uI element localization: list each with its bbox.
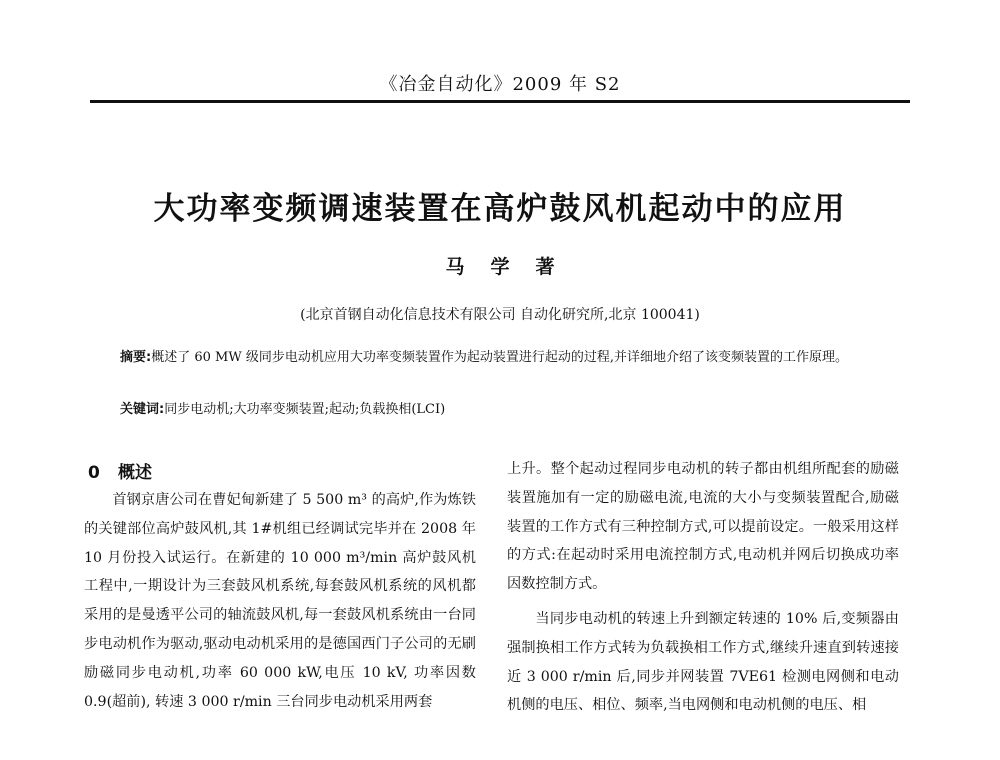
body-paragraph-left: 首钢京唐公司在曹妃甸新建了 5 500 m³ 的高炉,作为炼铁的关键部位高炉鼓风机,其 1#机组已经调试完毕并在 2008 年 10 月份投入试运行。在新建的 10 000 m³/min 高炉鼓风机工程中,一期设计为三套鼓风机系统,每套鼓风机系统的风机都采用的是曼透平公司的轴流鼓风机,每一套鼓风机系统由一台同步电动机作为驱动,驱动电动机采用的是德国西门子公司的无刷励磁同步电动机,功率 60 000 kW,电压 10 kV, 功率因数 0.9(超前), 转速 3 000 r/min 三台同步电动机采用两套: [84, 492, 476, 710]
paper-title: 大功率变频调速装置在高炉鼓风机起动中的应用: [153, 191, 847, 227]
abstract-label: 摘要:: [120, 350, 152, 365]
keywords: [120, 398, 880, 422]
header-rule: [90, 100, 910, 103]
abstract: [120, 345, 880, 370]
keywords-text: 同步电动机;大功率变频装置;起动;负载换相(LCI): [164, 402, 446, 417]
body-paragraph-right-2: 当同步电动机的转速上升到额定转速的 10% 后,变频器由强制换相工作方式转为负载换相工作方式,继续升速直到转速接近 3 000 r/min 后,同步并网装置 7VE61 检测电网侧和电动机侧的电压、相位、频率,当电网侧和电动机侧的电压、相: [507, 610, 899, 714]
section-number: 0: [88, 463, 100, 483]
journal-header: 《冶金自动化》2009 年 S2: [379, 74, 621, 95]
abstract-text: 概述了 60 MW 级同步电动机应用大功率变频装置作为起动装置进行起动的过程,并详细地介绍了该变频装置的工作原理。: [151, 350, 848, 365]
section-heading: [88, 458, 152, 483]
author-name: 马学著: [445, 256, 581, 278]
section-title: 概述: [118, 463, 152, 483]
body-paragraph-right-1: 上升。整个起动过程同步电动机的转子都由机组所配套的励磁装置施加有一定的励磁电流,电流的大小与变频装置配合,励磁装置的工作方式有三种控制方式,可以提前设定。一般采用这样的方式:在起动时采用电流控制方式,电动机并网后切换成功率因数控制方式。: [507, 461, 899, 593]
keywords-label: 关键词:: [120, 402, 165, 417]
right-column: [507, 455, 899, 720]
left-column: [84, 486, 476, 716]
author-affiliation: (北京首钢自动化信息技术有限公司 自动化研究所,北京 100041): [300, 307, 700, 323]
